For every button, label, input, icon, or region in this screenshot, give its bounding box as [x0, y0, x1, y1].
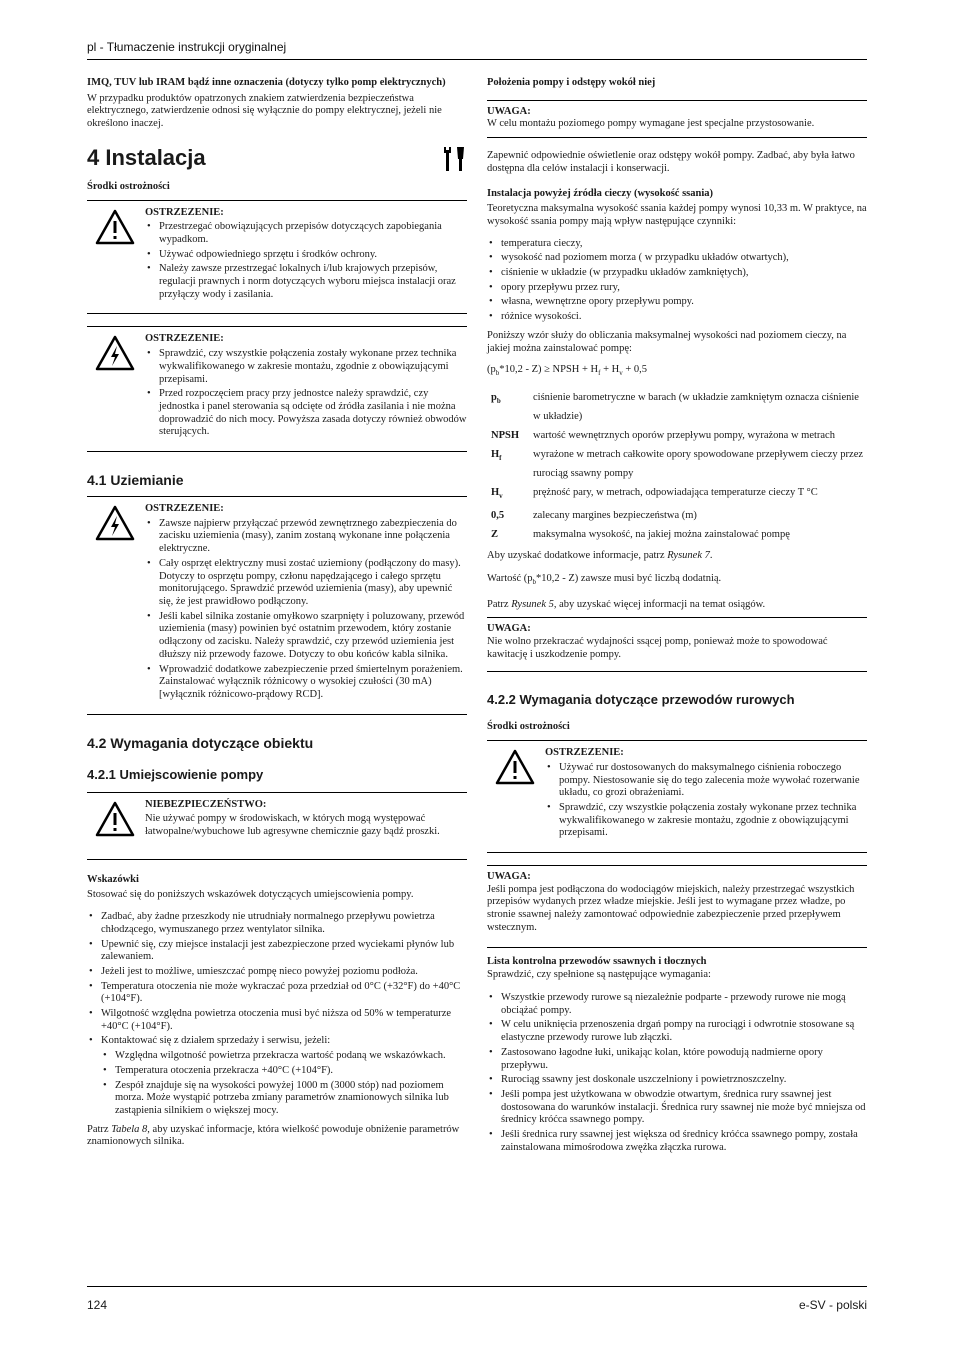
figure-reference: Rysunek 7	[667, 550, 710, 562]
symbol: $H_v$	[491, 487, 503, 501]
section-heading-site: 4.2 Wymagania dotyczące obiektu	[87, 734, 314, 751]
symbol: NPSH	[491, 430, 520, 442]
closing-text	[87, 1124, 467, 1149]
list-item: • Rurociąg ssawny jest doskonale uszczelniony i powietrznoszczelny.	[487, 1074, 867, 1087]
list-item: • Upewnić się, czy miejsce instalacji jest zabezpieczone przed wyciekami płynów lub zalewaniem.	[87, 939, 467, 964]
note-text: W celu montażu poziomego pompy wymagane jest specjalne przystosowanie.	[487, 118, 815, 130]
imq-title: IMQ, TUV lub IRAM bądź inne oznaczenia (dotyczy tylko pomp elektrycznych)	[87, 77, 446, 88]
checklist-heading: Lista kontrolna przewodów ssawnych i tłocznych	[487, 955, 707, 967]
list-item: • Zawsze najpierw przyłączać przewód zewnętrznego zabezpieczenia do zacisku uziemienia (masy), zanim zostaną wykonane inne połączenia elektryczne.	[145, 518, 467, 556]
warning-box-4	[487, 740, 867, 853]
safety-heading: Środki ostrożności	[487, 721, 570, 733]
list-item: • Jeśli kabel silnika zostanie omyłkowo szarpnięty i poluzowany, przewód uziemienia (masy) powinien być ostatnim przewodem, który zostanie odłączony od zacisku. Należy sprawdzić, czy przewód uziemienia jest dłuższy niż przewody fazowe. Dotyczy to obu końców kabla silnika.	[145, 611, 467, 662]
section-title	[87, 143, 467, 173]
page-header: pl - Tłumaczenie instrukcji oryginalnej	[87, 40, 287, 54]
page-number: 124	[87, 1298, 108, 1312]
table-row	[487, 483, 867, 506]
warning-title: OSTRZEZENIE:	[145, 206, 224, 218]
info-pre: Aby uzyskać dodatkowe informacje, patrz	[487, 550, 668, 562]
list-item: • własna, wewnętrzne opory przepływu pompy.	[487, 296, 867, 309]
symbol-description: ciśnienie barometryczne w barach (w układzie zamkniętym oznacza ciśnienie w układzie)	[533, 392, 859, 423]
note-text: Jeśli pompa jest podłączona do wodociągów miejskich, należy przestrzegać wszystkich przepisów wydanych przez władze miejskie. Jeśli jest to wymagane przez władze, po stronie ssawnej należy zamontować odpowiednie zabezpieczenie przed przepływem wstecznym.	[487, 883, 855, 933]
warning-box-2	[87, 326, 467, 452]
symbol-description: wyrażone w metrach całkowite opory spowodowane przepływem cieczy przez rurociąg ssawny pompy	[533, 449, 864, 480]
formula: $(p_b*10,2 - Z)$ ≥ NPSH + $H_f + H_v + 0,5$	[487, 364, 648, 378]
perf-pre: Patrz	[487, 598, 512, 610]
list-item: • różnice wysokości.	[487, 311, 867, 324]
list-item: • Zespół znajduje się na wysokości powyżej 1000 m (3000 stóp) nad poziomem morza. Może wystąpić potrzeba zmiany parametrów znamionowych silnika lub zastąpienia silnikiem o większej mocy.	[101, 1080, 467, 1118]
value-text: Wartość $(p_b*10,2 - Z)$ zawsze musi być liczbą dodatnią.	[487, 572, 722, 586]
closing-post: , aby uzyskać informacje, która wielkość powoduje obniżenie parametrów znamionowych silnika.	[87, 1123, 460, 1148]
section-heading-grounding: 4.1 Uziemianie	[87, 472, 184, 489]
list-item: • Temperatura otoczenia nie może wykraczać poza przedział od 0°C (+32°F) do +40°C (+104°F).	[87, 981, 467, 1006]
list-item: • wysokość nad poziomem morza ( w przypadku układów otwartych),	[487, 252, 867, 265]
list-item: • Jeżeli jest to możliwe, umieszczać pompę nieco powyżej poziomu podłoża.	[87, 966, 467, 979]
symbols-table	[487, 388, 867, 544]
subsection-heading-location: 4.2.1 Umiejscowienie pompy	[87, 766, 264, 782]
table-reference: Tabela 8	[111, 1123, 148, 1135]
figure-reference: Rysunek 5	[511, 598, 554, 610]
warning-triangle-icon	[95, 801, 135, 837]
imq-text: W przypadku produktów opatrzonych znakiem zatwierdzenia bezpieczeństwa elektrycznego, zatwierdzenie odnosi się wyłącznie do pompy elektrycznej, jeżeli nie określono inaczej.	[87, 92, 442, 130]
list-item: • Sprawdzić, czy wszystkie połączenia zostały wykonane przez technika wykwalifikowanego w zakresie montażu, zgodnie z obowiązującymi przepisami.	[145, 348, 467, 386]
warning-list	[145, 518, 467, 702]
closing-pre: Patrz	[87, 1123, 112, 1135]
lighting-text: Zapewnić odpowiednie oświetlenie oraz odstępy wokół pompy. Zadbać, aby była łatwo dostępna dla celów instalacji i konserwacji.	[487, 150, 855, 174]
left-column	[87, 77, 467, 1155]
electric-warning-icon	[95, 335, 135, 371]
perf-post: , aby uzyskać więcej informacji na temat osiągów.	[553, 598, 766, 610]
formula-intro: Poniższy wzór służy do obliczania maksymalnej wysokości nad poziomem cieczy, na jakiej można zainstalować pompę:	[487, 329, 847, 354]
guidelines-list	[87, 911, 467, 1118]
list-item: • Sprawdzić, czy wszystkie połączenia zostały wykonane przez technika wykwalifikowanego w zakresie montażu, zgodnie z obowiązującymi przepisami.	[545, 802, 867, 840]
list-item: • Jeśli pompa jest użytkowana w obwodzie otwartym, średnica rury ssawnej jest dostosowana do warunków instalacji. Średnica rury ssawnej nie może być mniejsza od średnicy króćca ssawnego pompy.	[487, 1089, 867, 1127]
checklist-intro: Sprawdzić, czy spełnione są następujące wymagania:	[487, 969, 711, 981]
note-title: UWAGA:	[487, 623, 531, 635]
list-item: • Należy zawsze przestrzegać lokalnych i/lub krajowych przepisów, regulacji prawnych i norm dotyczących wyboru miejsca instalacji oraz przyłączy wody i zasilania.	[145, 263, 467, 301]
suction-text: Teoretyczna maksymalna wysokość ssania każdej pompy wynosi 10,33 m. W praktyce, na wysokość ssania pompy mają wpływ następujące czynniki:	[487, 203, 867, 227]
danger-text: Nie używać pompy w środowiskach, w których mogą występować łatwopalne/wybuchowe lub agresywne chemicznie gazy bądź proszki.	[145, 813, 440, 838]
list-item: • Przed rozpoczęciem pracy przy jednostce należy sprawdzić, czy jednostka i panel sterowania są odcięte od źródła zasilania i nie można doprowadzić do nich mocy. Powyższa zasada dotyczy również obwodów sterujących.	[145, 388, 467, 439]
list-item: • temperatura cieczy,	[487, 238, 867, 251]
symbol-description: wartość wewnętrznych oporów przepływu pompy, wyrażona w metrach	[533, 430, 835, 442]
symbol: $p_b$	[491, 392, 501, 406]
list-item: • Używać odpowiedniego sprzętu i środków ochrony.	[145, 249, 467, 262]
warning-title: OSTRZEZENIE:	[145, 503, 224, 515]
danger-title: NIEBEZPIECZEŃSTWO:	[145, 798, 267, 810]
list-item: • opory przepływu przez rury,	[487, 282, 867, 295]
table-row	[487, 445, 867, 483]
note-text: Nie wolno przekraczać wydajności ssącej pomp, ponieważ może to spowodować kawitację i uszkodzenie pompy.	[487, 636, 828, 660]
list-item: • Jeśli średnica rury ssawnej jest większa od średnicy króćca ssawnego pompy, została zainstalowana mimośrodowa zwężka złączka rurowa.	[487, 1129, 867, 1154]
warning-box-3	[87, 496, 467, 715]
checklist-section	[487, 947, 867, 1155]
guidelines-heading: Wskazówki	[87, 873, 139, 885]
list-item: • Używać rur dostosowanych do maksymalnego ciśnienia roboczego pompy. Niestosowanie się do tego zalecenia może wywołać rozerwanie układu, co grozi obrażeniami.	[545, 762, 867, 800]
list-item: • W celu uniknięcia przenoszenia drgań pompy na rurociągi i odwrotnie stosowane są elastyczne przewody rurowe lub złączki.	[487, 1019, 867, 1044]
table-row	[487, 388, 867, 426]
list-item: • Cały osprzęt elektryczny musi zostać uziemiony (podłączony do masy). Dotyczy to osprzętu pompy, członu napędzającego i całego sprzętu monitorującego. Sprawdzić przewód uziemienia (masy), aby upewnić się, że jest prawidłowo podłączony.	[145, 558, 467, 609]
list-item: • Względna wilgotność powietrza przekracza wartość podaną we wskazówkach.	[101, 1050, 467, 1063]
list-item: • Wszystkie przewody rurowe są niezależnie podparte - przewody rurowe nie mogą obciążać pompy.	[487, 992, 867, 1017]
sub-guidelines-list	[101, 1050, 467, 1118]
section-title-text: 4 Instalacja	[87, 144, 206, 170]
info-text	[487, 550, 867, 563]
list-item: • Wprowadzić dodatkowe zabezpieczenie przed śmiertelnym porażeniem. Zainstalować wyłącznik różnicowy o wysokiej czułości (30 mA) [wyłącznik różnicowo-prądowy RCD].	[145, 664, 467, 702]
warning-list	[145, 221, 467, 301]
warning-list	[545, 762, 867, 840]
note-title: UWAGA:	[487, 871, 531, 883]
list-item-text: Kontaktować się z działem sprzedaży i serwisu, jeżeli:	[101, 1035, 331, 1047]
symbol-description: zalecany margines bezpieczeństwa (m)	[533, 510, 697, 522]
header-rule	[87, 59, 867, 60]
suction-heading: Instalacja powyżej źródła cieczy (wysokość ssania)	[487, 187, 714, 199]
list-item: • Zastosowano łagodne łuki, unikając kolan, które powodują nadmierne opory przepływu.	[487, 1047, 867, 1072]
right-column	[487, 77, 867, 1160]
note-box-3	[487, 865, 867, 935]
list-item: • ciśnienie w układzie (w przypadku układów zamkniętych),	[487, 267, 867, 280]
symbol: $H_f$	[491, 449, 502, 463]
warning-triangle-icon	[495, 749, 535, 785]
tools-icon	[443, 145, 467, 173]
electric-warning-icon	[95, 505, 135, 541]
warning-list	[145, 348, 467, 439]
symbol: 0,5	[491, 510, 505, 522]
performance-text	[487, 599, 867, 612]
danger-box	[87, 792, 467, 860]
checklist	[487, 992, 867, 1154]
subsection-heading-piping: 4.2.2 Wymagania dotyczące przewodów rurowych	[487, 692, 795, 708]
safety-heading: Środki ostrożności	[87, 180, 170, 192]
list-item: • Temperatura otoczenia przekracza +40°C (+104°F).	[101, 1065, 467, 1078]
guidelines-intro: Stosować się do poniższych wskazówek dotyczących umiejscowienia pompy.	[87, 889, 414, 901]
symbol-description: prężność pary, w metrach, odpowiadająca temperaturze cieczy T °C	[533, 487, 818, 499]
info-post: .	[709, 550, 713, 562]
footer-rule	[87, 1286, 867, 1287]
warning-box-1	[87, 200, 467, 315]
symbol-description: maksymalna wysokość, na jakiej można zainstalować pompę	[533, 529, 790, 541]
factors-list	[487, 238, 867, 324]
table-row	[487, 506, 867, 525]
warning-title: OSTRZEZENIE:	[545, 747, 624, 759]
list-item	[87, 1035, 467, 1117]
positions-heading: Położenia pompy i odstępy wokół niej	[487, 77, 656, 88]
list-item: • Wilgotność względna powietrza otoczenia musi być niższa od 50% w temperaturze +40°C (+104°F).	[87, 1008, 467, 1033]
symbol: Z	[491, 529, 499, 541]
note-box-1	[487, 100, 867, 138]
warning-triangle-icon	[95, 209, 135, 245]
list-item: • Przestrzegać obowiązujących przepisów dotyczących zapobiegania wypadkom.	[145, 221, 467, 246]
table-row	[487, 525, 867, 544]
note-box-2	[487, 617, 867, 672]
note-title: UWAGA:	[487, 105, 531, 117]
footer-document: e-SV - polski	[798, 1298, 867, 1312]
warning-title: OSTRZEZENIE:	[145, 333, 224, 345]
list-item: • Zadbać, aby żadne przeszkody nie utrudniały normalnego przepływu powietrza chłodzącego, wymuszanego przez wentylator silnika.	[87, 911, 467, 936]
table-row	[487, 426, 867, 445]
